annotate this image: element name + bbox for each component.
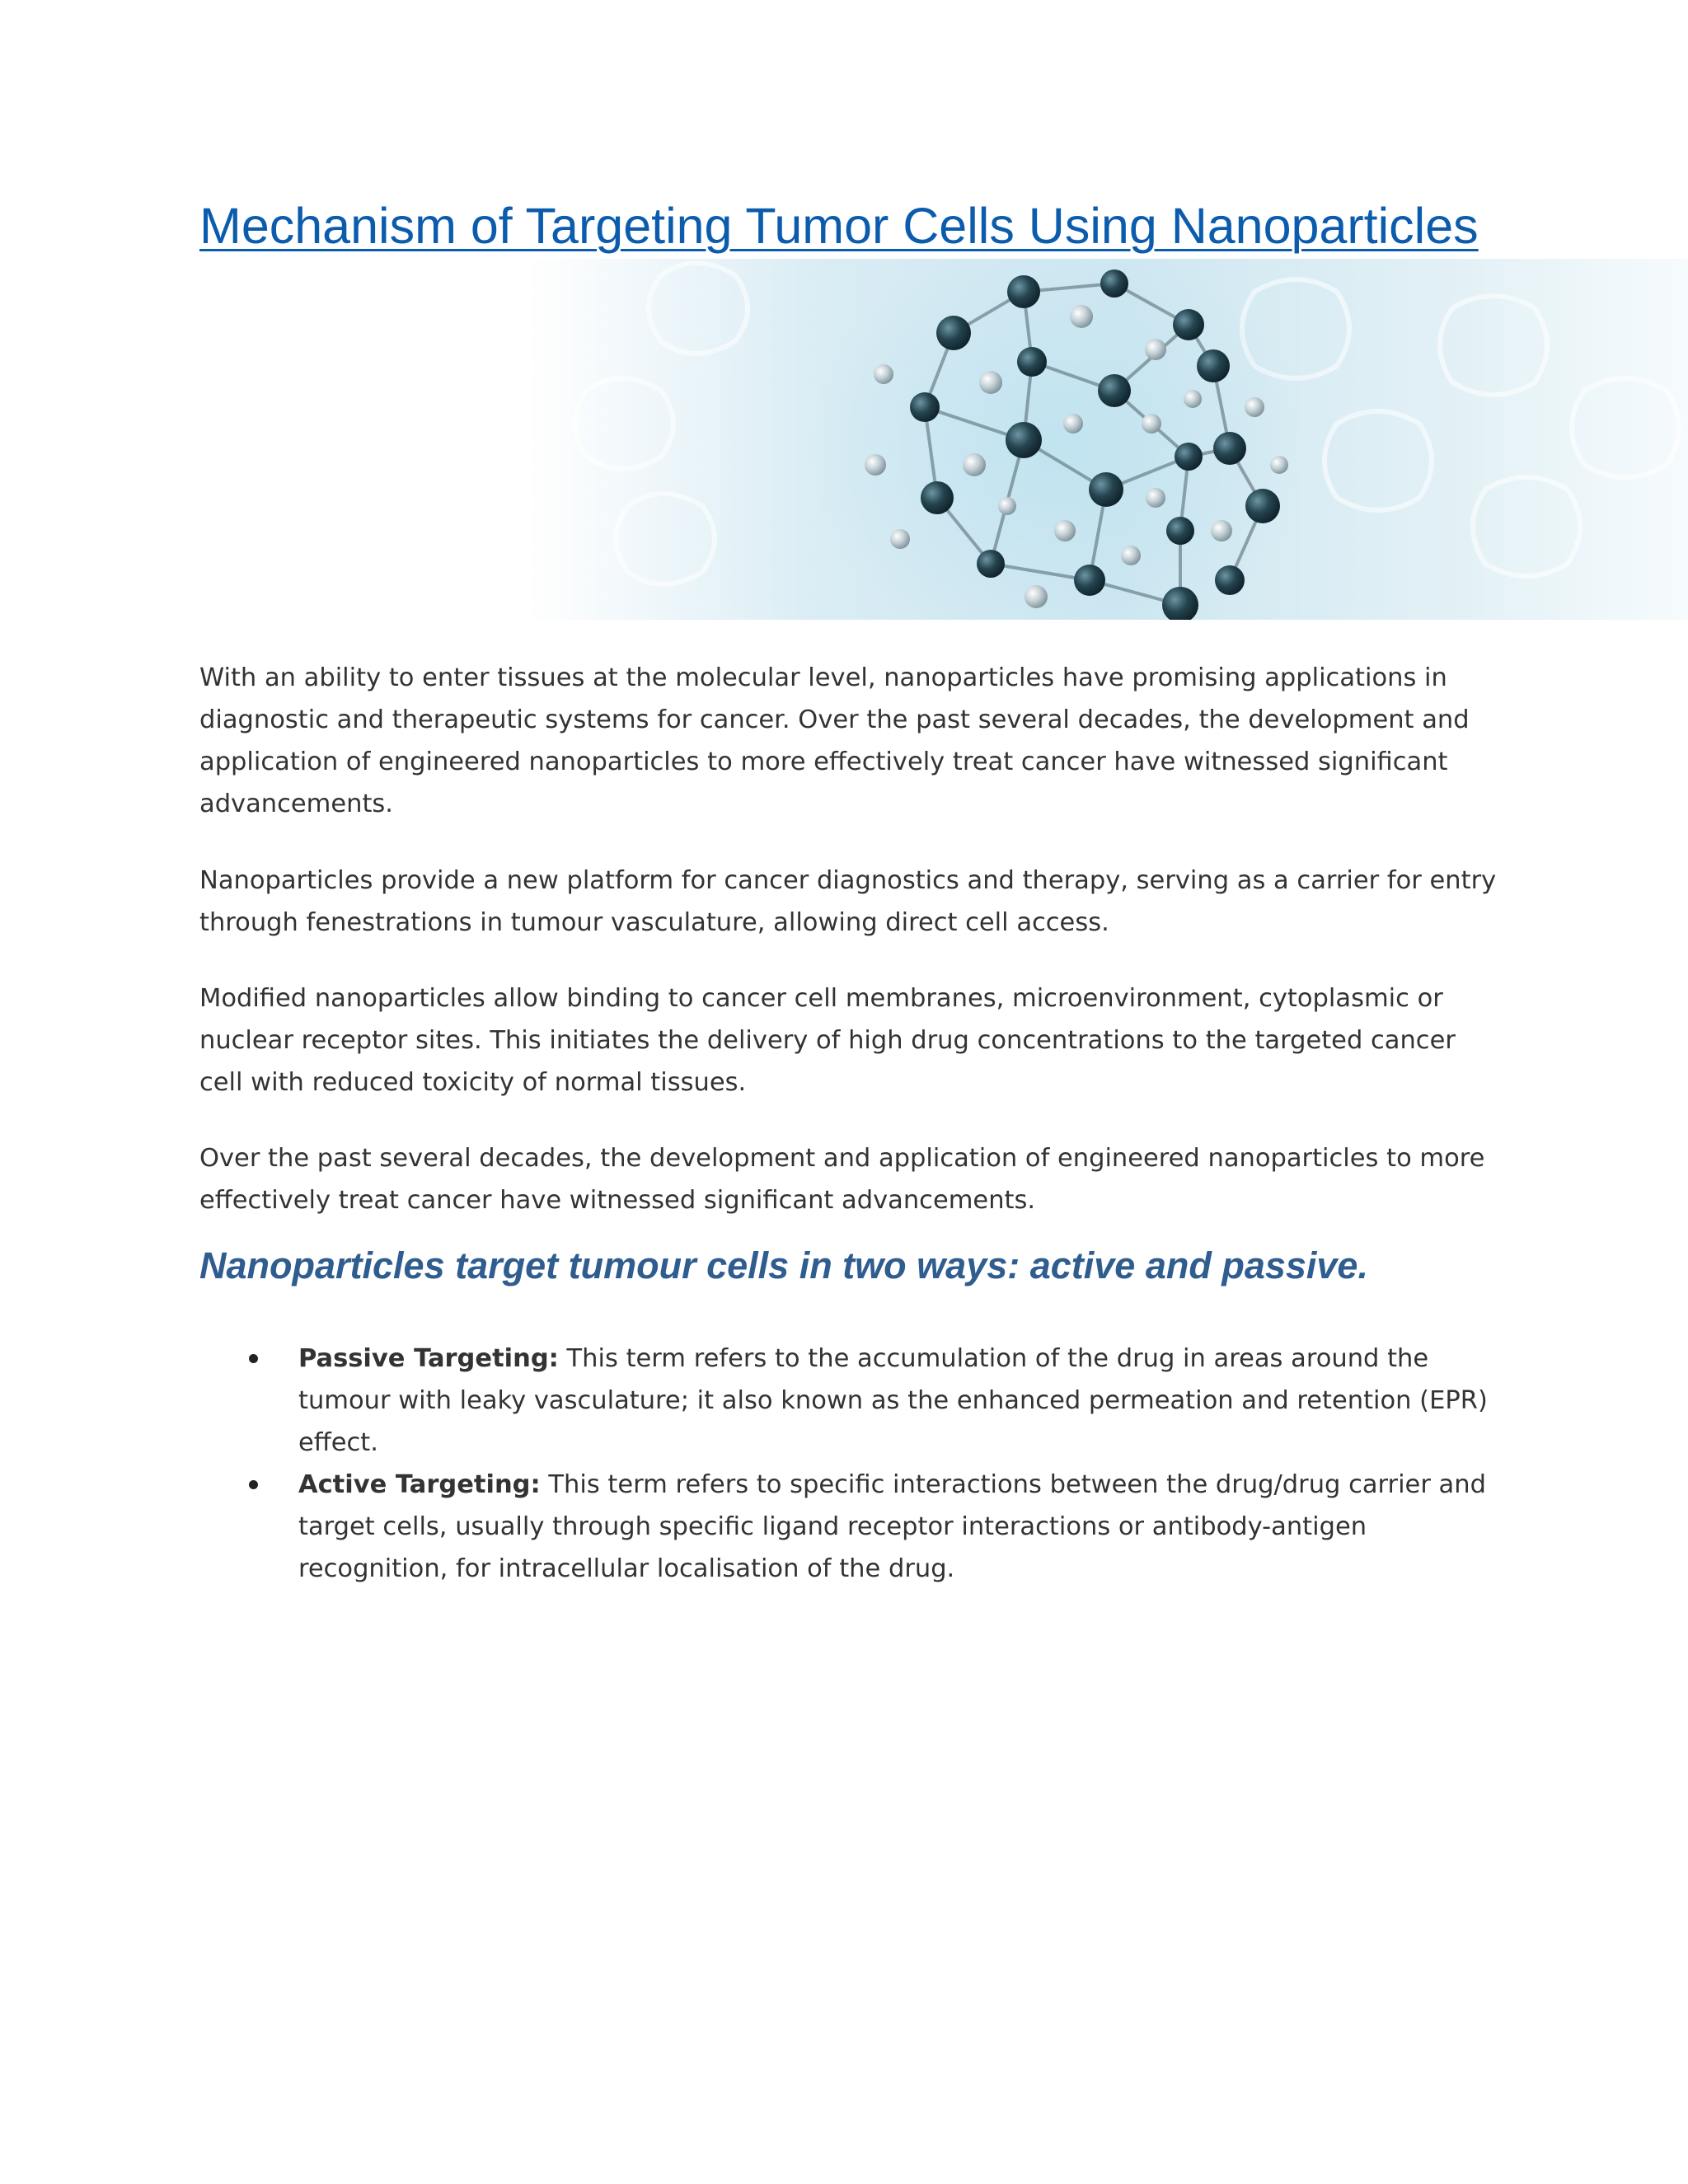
advancements-paragraph: Over the past several decades, the development and application of engineered nanoparticles to more effectively treat cancer have witnessed significant advancements. — [199, 1144, 1485, 1215]
nanoparticle-molecule-image — [199, 259, 1688, 620]
bullet-term: Active Targeting: — [298, 1470, 541, 1499]
platform-paragraph: Nanoparticles provide a new platform for cancer diagnostics and therapy, serving as a carrier for entry through fenestrations in tumour vasculature, allowing direct cell access. — [199, 866, 1497, 937]
bullet-icon — [249, 1354, 258, 1363]
list-item-passive-targeting — [199, 1338, 1502, 1464]
bullet-text: This term refers to specific interactions between the drug/drug carrier and target cells, usually through specific ligand receptor interactions or antibody-antigen recognition, for intracellular localisation of the drug. — [298, 1470, 1486, 1583]
modified-nanoparticles-paragraph: Modified nanoparticles allow binding to cancer cell membranes, microenvironment, cytoplasmic or nuclear receptor sites. This initiates the delivery of high drug concentrations to the targeted cancer cell with reduced toxicity of normal tissues. — [199, 984, 1456, 1097]
bullet-text: This term refers to the accumulation of the drug in areas around the tumour with leaky vasculature; it also known as the enhanced permeation and retention (EPR) effect. — [298, 1344, 1488, 1457]
bullet-term: Passive Targeting: — [298, 1344, 559, 1373]
bullet-icon — [249, 1480, 258, 1489]
page-title-link[interactable]: Mechanism of Targeting Tumor Cells Using Nanoparticles — [199, 198, 1479, 254]
intro-paragraph: With an ability to enter tissues at the molecular level, nanoparticles have promising applications in diagnostic and therapeutic systems for cancer. Over the past several decades, the development and application of engineered nanoparticles to more effectively treat cancer have witnessed significant advancements. — [199, 663, 1470, 818]
section-subheading: Nanoparticles target tumour cells in two ways: active and passive. — [199, 1244, 1368, 1286]
targeting-bullet-list — [199, 1338, 1502, 1590]
list-item-active-targeting — [199, 1464, 1502, 1590]
